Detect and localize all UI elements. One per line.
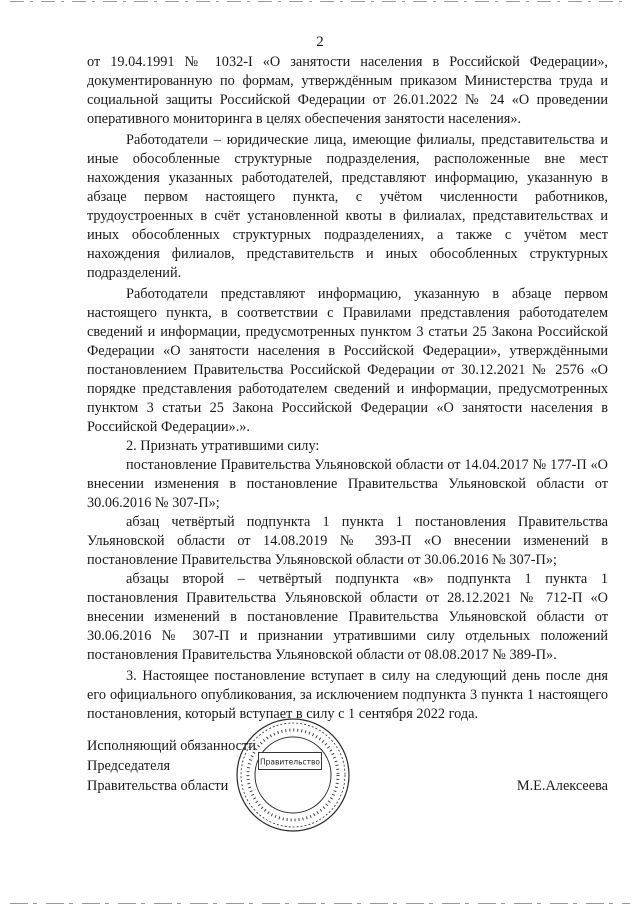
- stamp-label-lettering-icon: [259, 753, 321, 769]
- signature-position-text: Правительства области: [87, 778, 229, 794]
- paragraph: абзацы второй – четвёртый подпункта «в» подпункта 1 пункта 1 постановления Правительства Ульяновской области от 28.12.2021 № 712-П «О внесении изменений в постановление Правительства Ульяновской области от 30.06.2016 № 307-П и признании утратившими силу отдельных положений постановления Правительства Ульяновской области от 08.08.2017 № 389-П».: [87, 571, 608, 663]
- paragraph: 3. Настоящее постановление вступает в силу на следующий день после дня его официального опубликования, за исключением подпункта 3 пункта 1 настоящего постановления, который вступает в силу с 1 сентября 2022 года.: [87, 668, 608, 722]
- scan-edge-top: [10, 0, 630, 3]
- paragraph: абзац четвёртый подпункта 1 пункта 1 постановления Правительства Ульяновской области от 14.08.2019 № 393-П «О внесении изменений в постановление Правительства Ульяновской области от 30.06.2016 № 307-П»;: [87, 514, 608, 568]
- signature-position-line-2: Председателя: [87, 758, 171, 774]
- paragraph: 2. Признать утратившими силу:: [126, 438, 320, 454]
- paragraph: от 19.04.1991 № 1032-I «О занятости населения в Российской Федерации», документированную по формам, утверждённым приказом Министерства труда и социальной защиты Российской Федерации от 26.01.2022 № 24 «О проведении оперативного мониторинга в целях обеспечения занятости населения».: [87, 54, 608, 127]
- paragraph: Работодатели – юридические лица, имеющие филиалы, представительства и иные обособленные структурные подразделения, расположенные вне мест нахождения указанных работодателей, представляют информацию, указанную в абзаце первом настоящего пункта, с учётом численности работников, трудоустроенных в счёт установленной квоты в филиалах, представительствах и иных обособленных структурных подразделениях, а также с учётом мест нахождения филиалов, представительств и иных обособленных структурных подразделений.: [87, 132, 608, 281]
- paragraph: постановление Правительства Ульяновской области от 14.04.2017 № 177-П «О внесении изменения в постановление Правительства Ульяновской области от 30.06.2016 № 307-П»;: [87, 457, 608, 511]
- signatory-name: М.Е.Алексеева: [516, 778, 608, 794]
- svg-text:Правительство: Правительство: [260, 757, 320, 767]
- page-number: 2: [316, 34, 324, 50]
- signature-position-line-1: Исполняющий обязанности: [87, 738, 256, 754]
- paragraph: Работодатели представляют информацию, указанную в абзаце первом настоящего пункта, в соответствии с Правилами представления работодателем сведений и информации, предусмотренных пунктом 3 статьи 25 Закона Российской Федерации «О занятости населения в Российской Федерации», утверждёнными постановлением Правительства Российской Федерации от 30.12.2021 № 2576 «О порядке представления работодателем сведений и информации, предусмотренных пунктом 3 статьи 25 Закона Российской Федерации «О занятости населения в Российской Федерации».».: [87, 286, 608, 435]
- document-body: [87, 53, 608, 724]
- stamp-label-box: [258, 752, 322, 770]
- official-seal-icon: [233, 715, 353, 835]
